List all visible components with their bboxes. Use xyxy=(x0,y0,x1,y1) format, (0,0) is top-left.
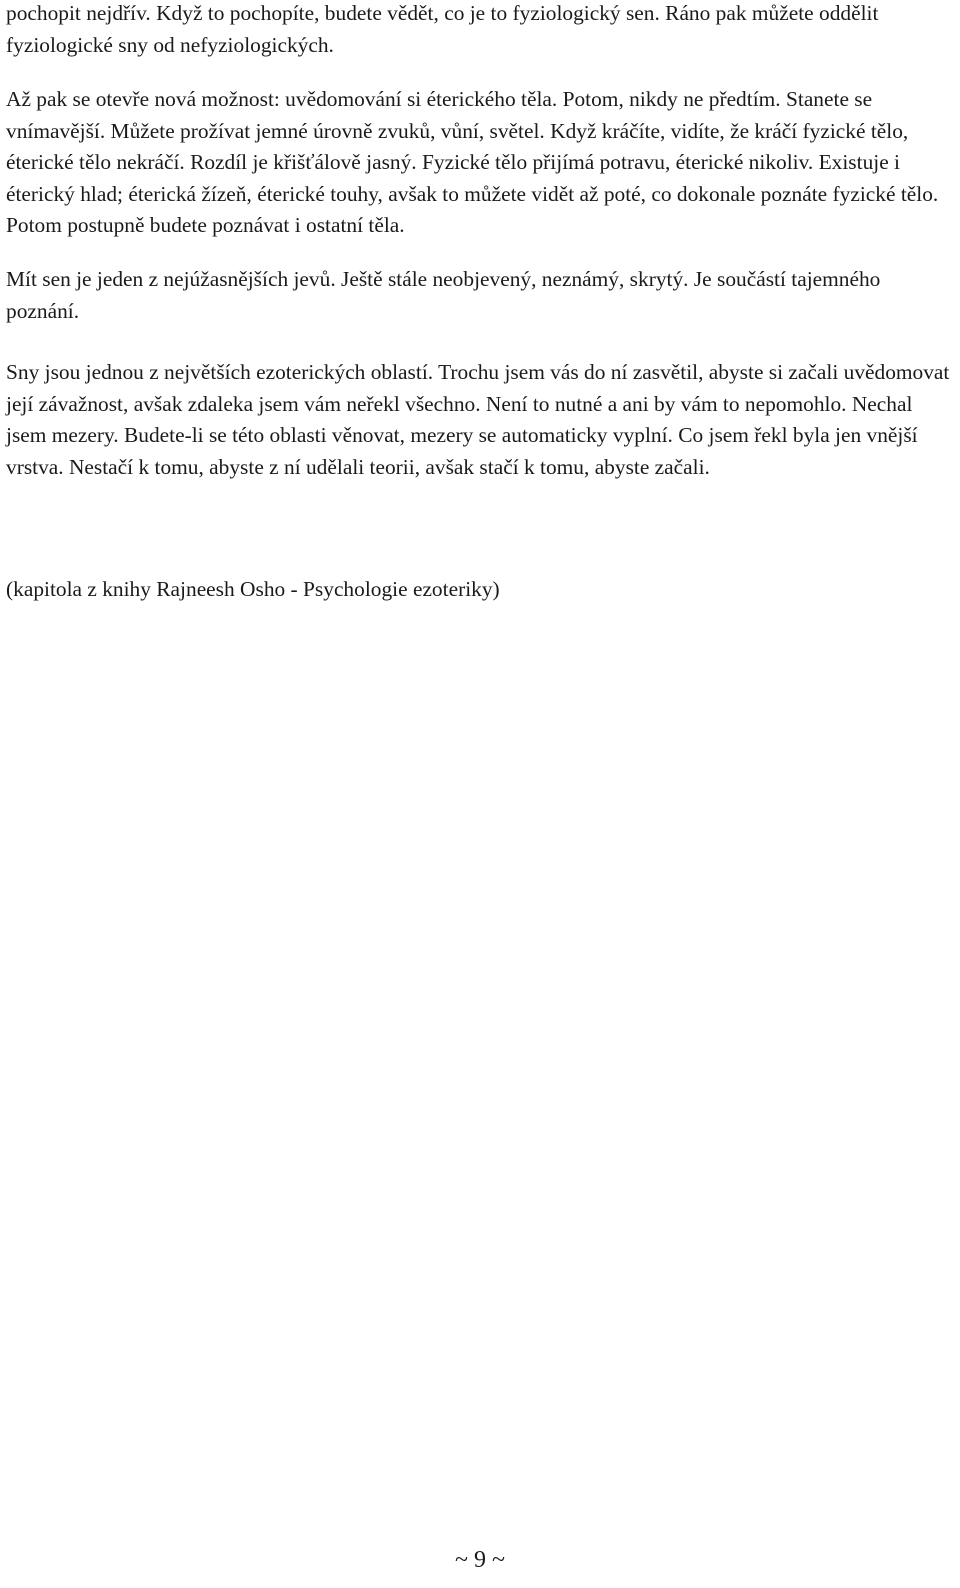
paragraph-etheric-body: Až pak se otevře nová možnost: uvědomování si éterického těla. Potom, nikdy ne předtím. Stanete se vnímavější. Můžete prožívat jemné úrovně zvuků, vůní, světel. Když kráčíte, vidíte, že kráčí fyzické tělo, éterické tělo nekráčí. Rozdíl je křišťálově jasný. Fyzické tělo přijímá potravu, éterické nikoliv. Existuje i éterický hlad; éterická žízeň, éterické touhy, avšak to můžete vidět až poté, co dokonale poznáte fyzické tělo. Potom postupně budete poznávat i ostatní těla. xyxy=(6,87,939,237)
paragraph-esoteric-dreams: Sny jsou jednou z největších ezoterických oblastí. Trochu jsem vás do ní zasvětil, abyste si začali uvědomovat její závažnost, avšak zdaleka jsem vám neřekl všechno. Není to nutné a ani by vám to nepomohlo. Nechal jsem mezery. Budete-li se této oblasti věnovat, mezery se automaticky vyplní. Co jsem řekl byla jen vnější vrstva. Nestačí k tomu, abyste z ní udělali teorii, avšak stačí k tomu, abyste začali. xyxy=(6,360,950,479)
paragraph-continuation: pochopit nejdřív. Když to pochopíte, budete vědět, co je to fyziologický sen. Ráno pak můžete oddělit fyziologické sny od nefyziologických. xyxy=(6,1,879,57)
source-citation: (kapitola z knihy Rajneesh Osho - Psychologie ezoteriky) xyxy=(6,577,500,601)
page-number: ~ 9 ~ xyxy=(455,1547,505,1573)
paragraph-dream-phenomenon: Mít sen je jeden z nejúžasnějších jevů. Ještě stále neobjevený, neznámý, skrytý. Je součástí tajemného poznání. xyxy=(6,267,881,323)
